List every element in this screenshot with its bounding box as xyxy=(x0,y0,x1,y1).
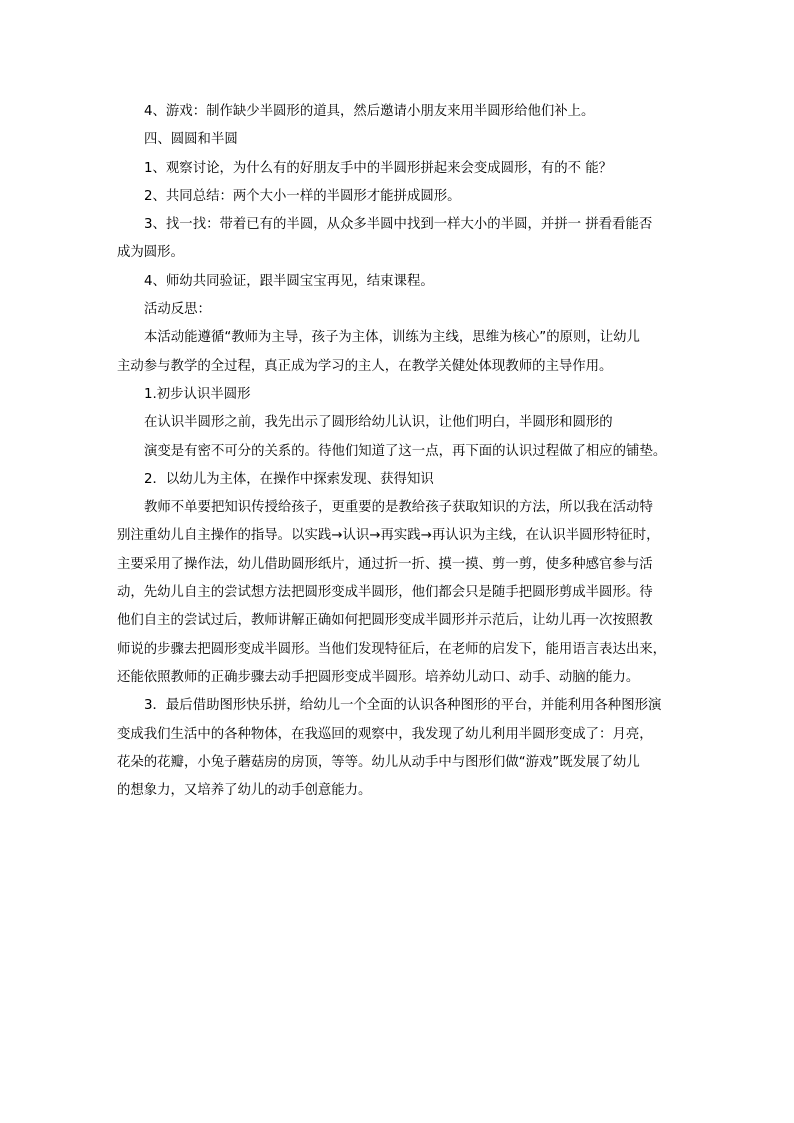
paragraph xyxy=(117,211,714,268)
paragraph xyxy=(117,438,714,466)
paragraph xyxy=(117,268,714,296)
paragraph-line: 四、圆圆和半圆 xyxy=(144,132,238,148)
paragraph xyxy=(117,98,714,126)
paragraph-line: 演变是有密不可分的关系的。待他们知道了这一点，再下面的认识过程做了相应的铺垫。 xyxy=(144,443,667,459)
paragraph-line: 师说的步骤去把圆形变成半圆形。当他们发现特征后，在老师的启发下，能用语言表达出来， xyxy=(117,641,667,657)
paragraph-line: 3、找一找：带着已有的半圆，从众多半圆中找到一样大小的半圆，并拼一 拼看看能否 xyxy=(144,217,653,233)
paragraph xyxy=(117,183,714,211)
paragraph-line: 教师不单要把知识传授给孩子，更重要的是教给孩子获取知识的方法，所以我在活动特 xyxy=(144,500,653,516)
paragraph-line: 2、共同总结：两个大小一样的半圆形才能拼成圆形。 xyxy=(144,188,461,204)
paragraph-line: 主要采用了操作法，幼儿借助圆形纸片，通过折一折、摸一摸、剪一剪，使多种感官参与活 xyxy=(117,556,653,572)
paragraph-line: 本活动能遵循“教师为主导，孩子为主体，训练为主线，思维为核心”的原则，让幼儿 xyxy=(144,330,640,346)
paragraph-line: 1.初步认识半圆形 xyxy=(144,386,251,402)
paragraph-line: 主动参与教学的全过程，真正成为学习的主人，在教学关健处体现教师的主导作用。 xyxy=(117,358,613,374)
paragraph xyxy=(117,466,714,494)
paragraph-line: 4、游戏：制作缺少半圆形的道具，然后邀请小朋友来用半圆形给他们补上。 xyxy=(144,104,595,119)
paragraph-line: 3．最后借助图形快乐拼，给幼儿一个全面的认识各种图形的平台，并能利用各种图形演 xyxy=(144,698,662,714)
paragraph xyxy=(117,494,714,692)
paragraph xyxy=(117,155,714,183)
paragraph-line: 2．以幼儿为主体，在操作中探索发现、获得知识 xyxy=(144,471,434,487)
paragraph xyxy=(117,692,714,805)
paragraph xyxy=(117,126,714,154)
paragraph-line: 他们自主的尝试过后，教师讲解正确如何把圆形变成半圆形并示范后，让幼儿再一次按照教 xyxy=(117,613,653,629)
paragraph-line: 1、观察讨论，为什么有的好朋友手中的半圆形拼起来会变成圆形，有的不 能？ xyxy=(144,160,613,176)
paragraph-line: 动，先幼儿自主的尝试想方法把圆形变成半圆形，他们都会只是随手把圆形剪成半圆形。待 xyxy=(117,585,653,601)
paragraph xyxy=(117,296,714,324)
paragraph-line: 别注重幼儿自主操作的指导。以实践→认识→再实践→再认识为主线，在认识半圆形特征时， xyxy=(117,528,660,544)
paragraph-line: 的想象力，又培养了幼儿的动手创意能力。 xyxy=(117,783,372,799)
paragraph xyxy=(117,381,714,409)
paragraph-line: 成为圆形。 xyxy=(117,245,184,261)
paragraph xyxy=(117,324,714,381)
paragraph-line: 4、师幼共同验证，跟半圆宝宝再见，结束课程。 xyxy=(144,273,434,289)
document-body xyxy=(117,98,714,805)
paragraph xyxy=(117,409,714,437)
paragraph-line: 还能依照教师的正确步骤去动手把圆形变成半圆形。培养幼儿动口、动手、动脑的能力。 xyxy=(117,669,640,685)
paragraph-line: 变成我们生活中的各种物体，在我巡回的观察中，我发现了幼儿利用半圆形变成了：月亮， xyxy=(117,726,653,742)
paragraph-line: 在认识半圆形之前，我先出示了圆形给幼儿认识，让他们明白，半圆形和圆形的 xyxy=(144,415,613,431)
paragraph-line: 花朵的花瓣，小兔子蘑菇房的房顶，等等。幼儿从动手中与图形们做“游戏”既发展了幼儿 xyxy=(117,754,640,770)
paragraph-line: 活动反思： xyxy=(144,302,211,318)
